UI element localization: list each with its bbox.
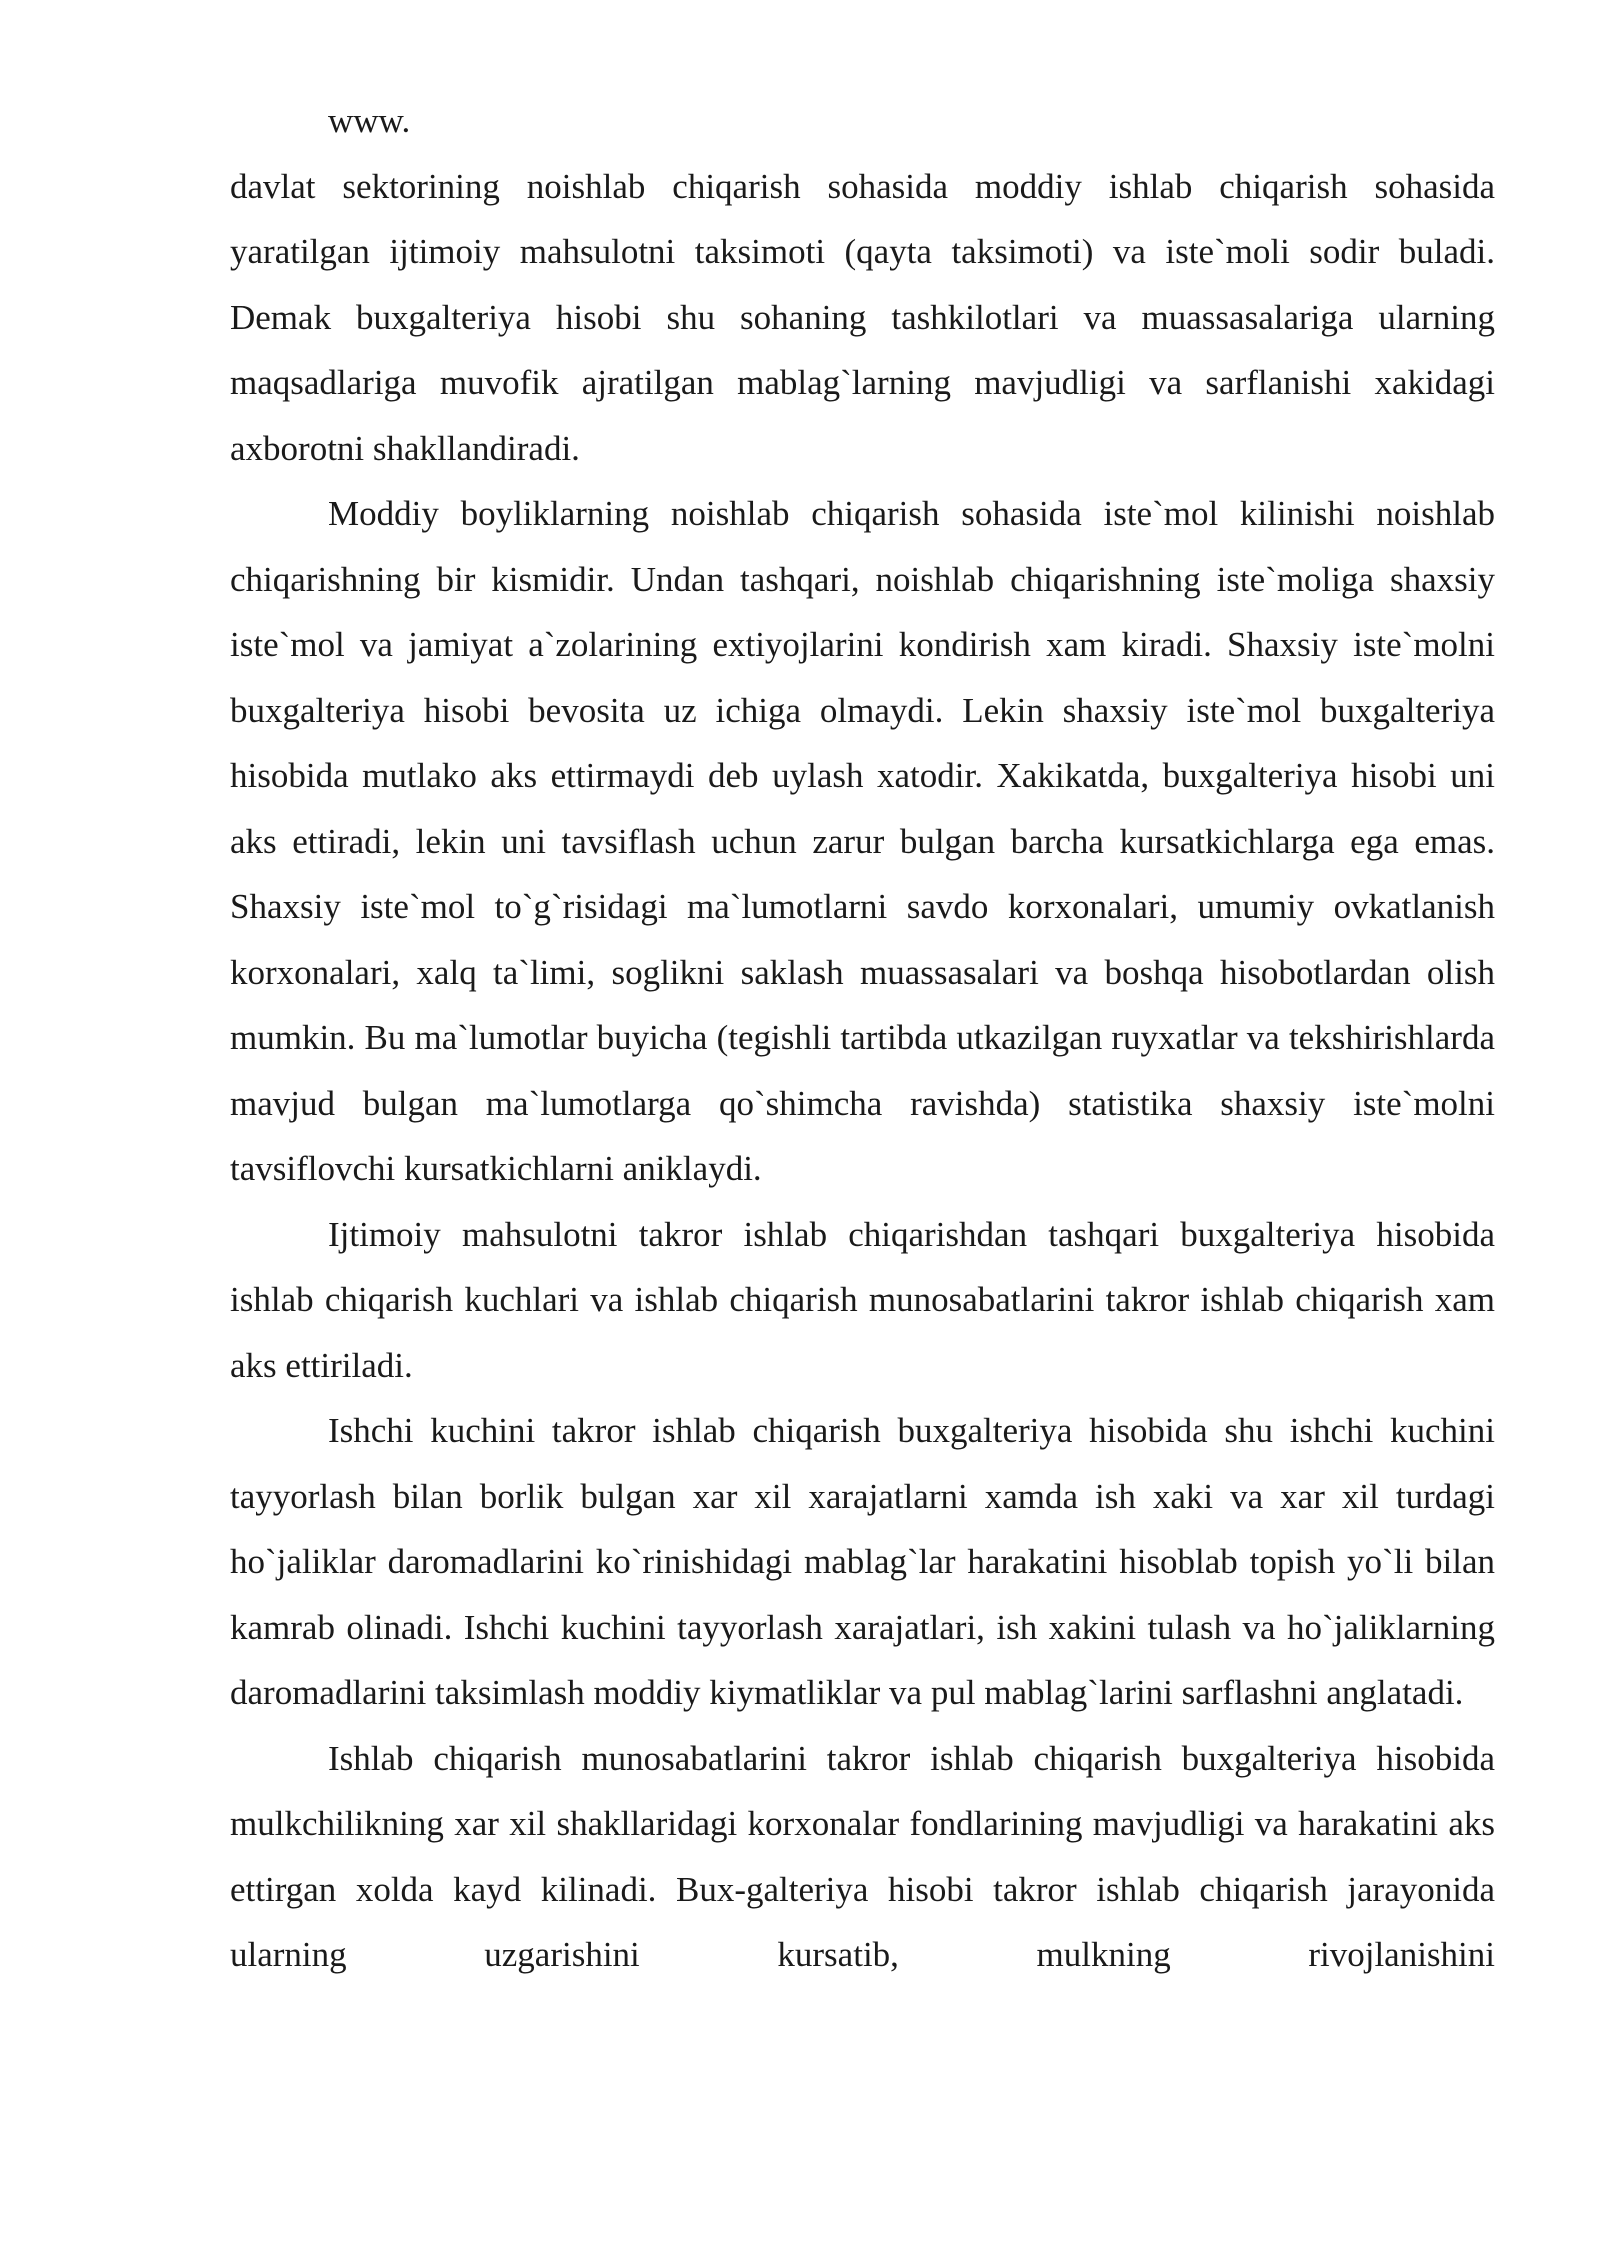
paragraph-4: Ishchi kuchini takror ishlab chiqarish buxgalteriya hisobida shu ishchi kuchini tayyorlash bilan borlik bulgan xar xil xarajatlarni xamda ish xaki va xar xil turdagi ho`jaliklar daromadlarini ko`rinishidagi mablag`lar harakatini hisoblab topish yo`li bilan kamrab olinadi. Ishchi kuchini tayyorlash xarajatlari, ish xakini tulash va ho`jaliklarning daromadlarini taksimlash moddiy kiymatliklar va pul mablag`larini sarflashni anglatadi. — [230, 1411, 1495, 1712]
paragraph-2: Moddiy boyliklarning noishlab chiqarish sohasida iste`mol kilinishi noishlab chiqarishning bir kismidir. Undan tashqari, noishlab chiqarishning iste`moliga shaxsiy iste`mol va jamiyat a`zolarining extiyojlarini kondirish xam kiradi. Shaxsiy iste`molni buxgalteriya hisobi bevosita uz ichiga olmaydi. Lekin shaxsiy iste`mol buxgalteriya hisobida mutlako aks ettirmaydi deb uylash xatodir. Xakikatda, buxgalteriya hisobi uni aks ettiradi, lekin uni tavsiflash uchun zarur bulgan barcha kursatkichlarga ega emas. Shaxsiy iste`mol to`g`risidagi ma`lumotlarni savdo korxonalari, umumiy ovkatlanish korxonalari, xalq ta`limi, soglikni saklash muassasalari va boshqa hisobotlardan olish mumkin. Bu ma`lumotlar buyicha (tegishli tartibda utkazilgan ruyxatlar va tekshirishlarda mavjud bulgan ma`lumotlarga qo`shimcha ravishda) statistika shaxsiy iste`molni tavsiflovchi kursatkichlarni aniklaydi. — [230, 494, 1495, 1188]
document-page — [230, 88, 1495, 1988]
paragraph-3: Ijtimoiy mahsulotni takror ishlab chiqarishdan tashqari buxgalteriya hisobida ishlab chiqarish kuchlari va ishlab chiqarish munosabatlarini takror ishlab chiqarish xam aks ettiriladi. — [230, 1214, 1495, 1385]
paragraph-5: Ishlab chiqarish munosabatlarini takror ishlab chiqarish buxgalteriya hisobida mulkchilikning xar xil shakllaridagi korxonalar fondlarining mavjudligi va harakatini aks ettirgan xolda kayd kilinadi. Bux-galteriya hisobi takror ishlab chiqarish jarayonida ularning uzgarishini kursatib, mulkning rivojlanishini — [230, 1738, 1495, 1974]
paragraph-1: davlat sektorining noishlab chiqarish sohasida moddiy ishlab chiqarish sohasida yaratilgan ijtimoiy mahsulotni taksimoti (qayta taksimoti) va iste`moli sodir buladi. Demak buxgalteriya hisobi shu sohaning tashkilotlari va muassasalariga ularning maqsadlariga muvofik ajratilgan mablag`larning mavjudligi va sarflanishi xakidagi axborotni shakllandiradi. — [230, 166, 1495, 468]
header-text: www. — [328, 101, 411, 140]
